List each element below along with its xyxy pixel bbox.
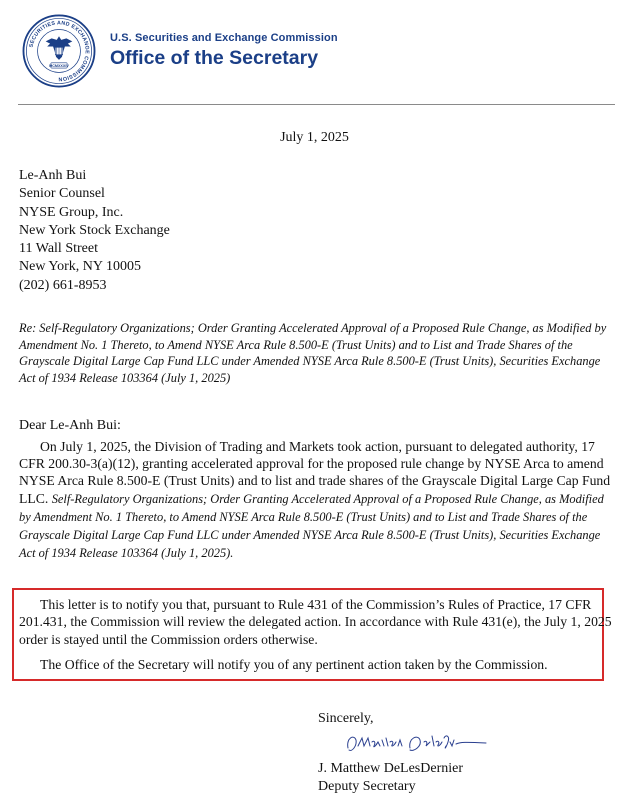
recipient-phone: (202) 661-8953	[19, 277, 107, 293]
recipient-name: Le-Anh Bui	[19, 168, 87, 183]
signer-block	[318, 760, 463, 797]
salutation: Dear Le-Anh Bui:	[19, 418, 121, 433]
closing: Sincerely,	[318, 711, 374, 726]
office-name: Office of the Secretary	[110, 47, 319, 69]
agency-name: U.S. Securities and Exchange Commission	[110, 32, 338, 44]
seal-year: MCMXXXIV	[49, 63, 69, 68]
paragraph-1-text: On July 1, 2025, the Division of Trading and Markets took action, pursuant to delegated authority, 17 CFR 200.30-3(a)(12), granting accelerated approval for the proposed rule change by NYSE Arca to amend NYSE Arca Rule 8.500-E (Trust Units) and to list and trade shares of the Grayscale Digital Large Cap Fund LLC.	[19, 439, 611, 506]
paragraph-1-citation: Self-Regulatory Organizations; Order Granting Accelerated Approval of a Proposed Rule Change, as Modified by Amendment No. 1 Thereto, to Amend NYSE Arca Rule 8.500-E (Trust Units) and to List and Trade Shares of the Grayscale Digital Large Cap Fund LLC under Amended NYSE Arca Rule 8.500-E (Trust Units), Securities Exchange Act of 1934 Release 103364 (July 1, 2025).	[19, 491, 604, 561]
recipient-title: Senior Counsel	[19, 186, 105, 202]
body-paragraph-2: This letter is to notify you that, pursuant to Rule 431 of the Commission’s Rules of Practice, 17 CFR 201.431, the Commission will review the delegated action. In accordance with Rule 431(e), the July 1, 2025 order is stayed until the Commission orders otherwise.	[19, 597, 612, 647]
body-paragraph-1	[19, 438, 617, 562]
signer-title: Deputy Secretary	[318, 779, 416, 795]
seal-ring-text: SECURITIES AND EXCHANGE COMMISSION	[28, 20, 90, 82]
body-paragraph-3: The Office of the Secretary will notify you of any pertinent action taken by the Commission.	[40, 657, 548, 672]
recipient-exchange: New York Stock Exchange	[19, 222, 170, 238]
signer-name: J. Matthew DeLesDernier	[318, 761, 464, 776]
subject-line: Re: Self-Regulatory Organizations; Order Granting Accelerated Approval of a Proposed Rule Change, as Modified by Amendment No. 1 Thereto, to Amend NYSE Arca Rule 8.500-E (Trust Units) and to List and Trade Shares of the Grayscale Digital Large Cap Fund LLC under Amended NYSE Arca Rule 8.500-E (Trust Units), Securities Exchange Act of 1934 Release 103364 (July 1, 2025)	[19, 321, 607, 385]
letterhead	[22, 14, 338, 88]
agency-name-block	[110, 32, 338, 70]
letter-date: July 1, 2025	[280, 130, 349, 145]
recipient-city: New York, NY 10005	[19, 259, 141, 275]
recipient-address	[19, 167, 170, 295]
recipient-street: 11 Wall Street	[19, 241, 98, 257]
recipient-company: NYSE Group, Inc.	[19, 204, 124, 220]
sec-seal-icon	[22, 14, 96, 88]
handwritten-signature	[340, 728, 490, 758]
header-divider	[18, 104, 615, 105]
